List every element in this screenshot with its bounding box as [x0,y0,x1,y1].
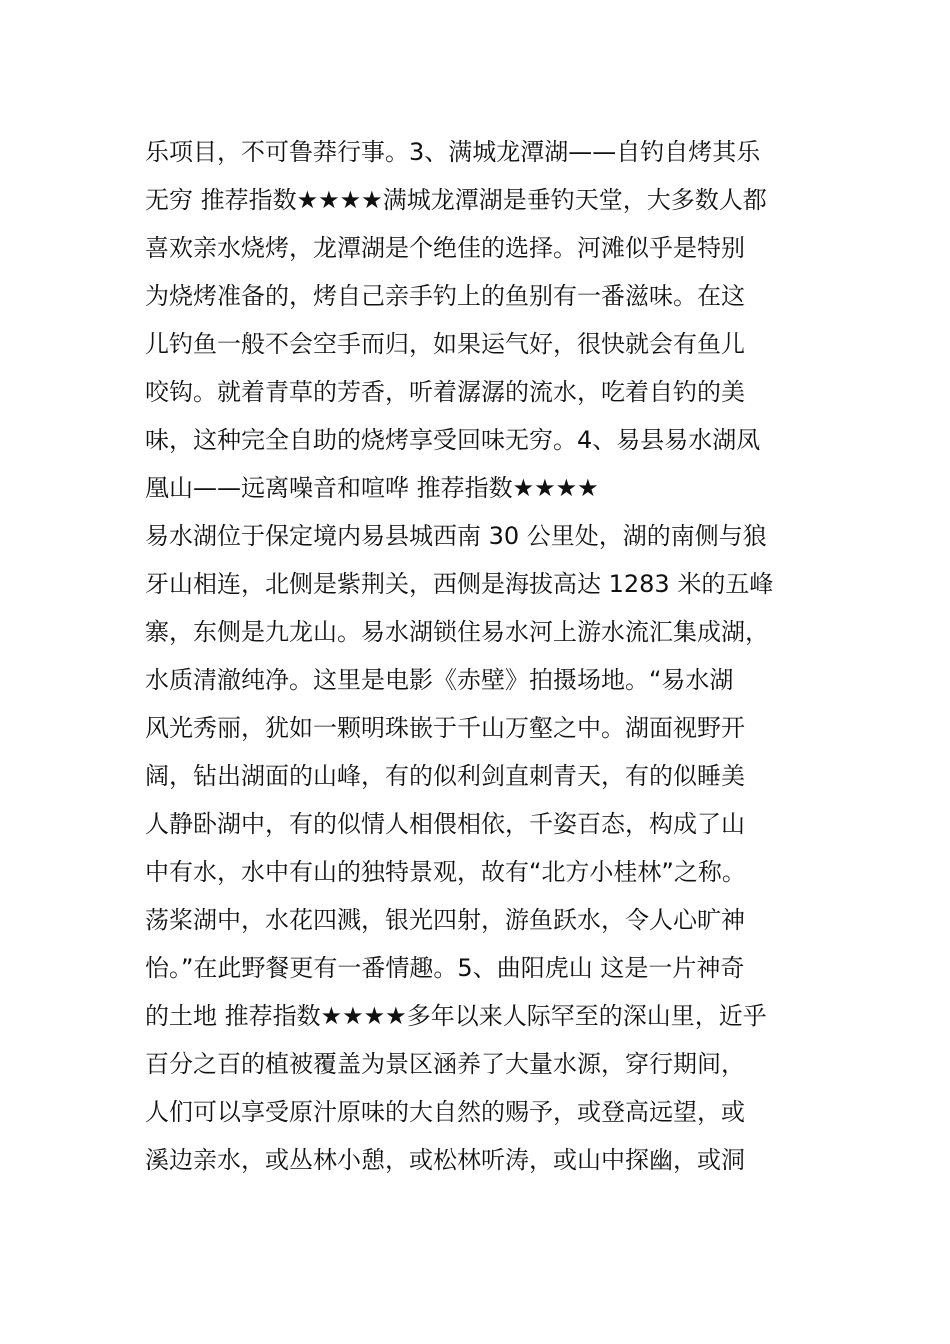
text-line: 人静卧湖中，有的似情人相偎相依，千姿百态，构成了山 [145,810,745,838]
text-line: 味，这种完全自助的烧烤享受回味无穷。4、易县易水湖凤 [145,426,761,454]
text-line: 荡桨湖中，水花四溅，银光四射，游鱼跃水，令人心旷神 [145,906,745,934]
text-line: 咬钩。就着青草的芳香，听着潺潺的流水，吃着自钓的美 [145,378,745,406]
text-line: 风光秀丽，犹如一颗明珠嵌于千山万壑之中。湖面视野开 [145,714,745,742]
text-line: 阔，钻出湖面的山峰，有的似利剑直刺青天，有的似睡美 [145,762,745,790]
text-line: 的土地 推荐指数★★★★多年以来人际罕至的深山里，近乎 [145,1002,767,1030]
text-line: 中有水，水中有山的独特景观，故有“北方小桂林”之称。 [145,858,746,886]
text-line: 喜欢亲水烧烤，龙潭湖是个绝佳的选择。河滩似乎是特别 [145,234,745,262]
text-line: 乐项目，不可鲁莽行事。3、满城龙潭湖——自钓自烤其乐 [145,138,761,166]
text-line: 凰山——远离噪音和喧哗 推荐指数★★★★ [145,474,599,502]
text-line: 寨，东侧是九龙山。易水湖锁住易水河上游水流汇集成湖， [145,618,769,646]
text-line: 溪边亲水，或丛林小憩，或松林听涛，或山中探幽，或洞 [145,1146,745,1174]
text-line: 水质清澈纯净。这里是电影《赤壁》拍摄场地。“易水湖 [145,666,734,694]
text-line: 为烧烤准备的，烤自己亲手钓上的鱼别有一番滋味。在这 [145,282,745,310]
text-line: 易水湖位于保定境内易县城西南 30 公里处，湖的南侧与狼 [145,522,767,550]
text-line: 怡。”在此野餐更有一番情趣。5、曲阳虎山 这是一片神奇 [145,954,745,982]
text-line: 人们可以享受原汁原味的大自然的赐予，或登高远望，或 [145,1098,745,1126]
text-line: 百分之百的植被覆盖为景区涵养了大量水源，穿行期间， [145,1050,745,1078]
text-line: 无穷 推荐指数★★★★满城龙潭湖是垂钓天堂，大多数人都 [145,186,767,214]
text-line: 牙山相连，北侧是紫荆关，西侧是海拔高达 1283 米的五峰 [145,570,774,598]
text-line: 儿钓鱼一般不会空手而归，如果运气好，很快就会有鱼儿 [145,330,745,358]
body-text [145,128,825,1184]
